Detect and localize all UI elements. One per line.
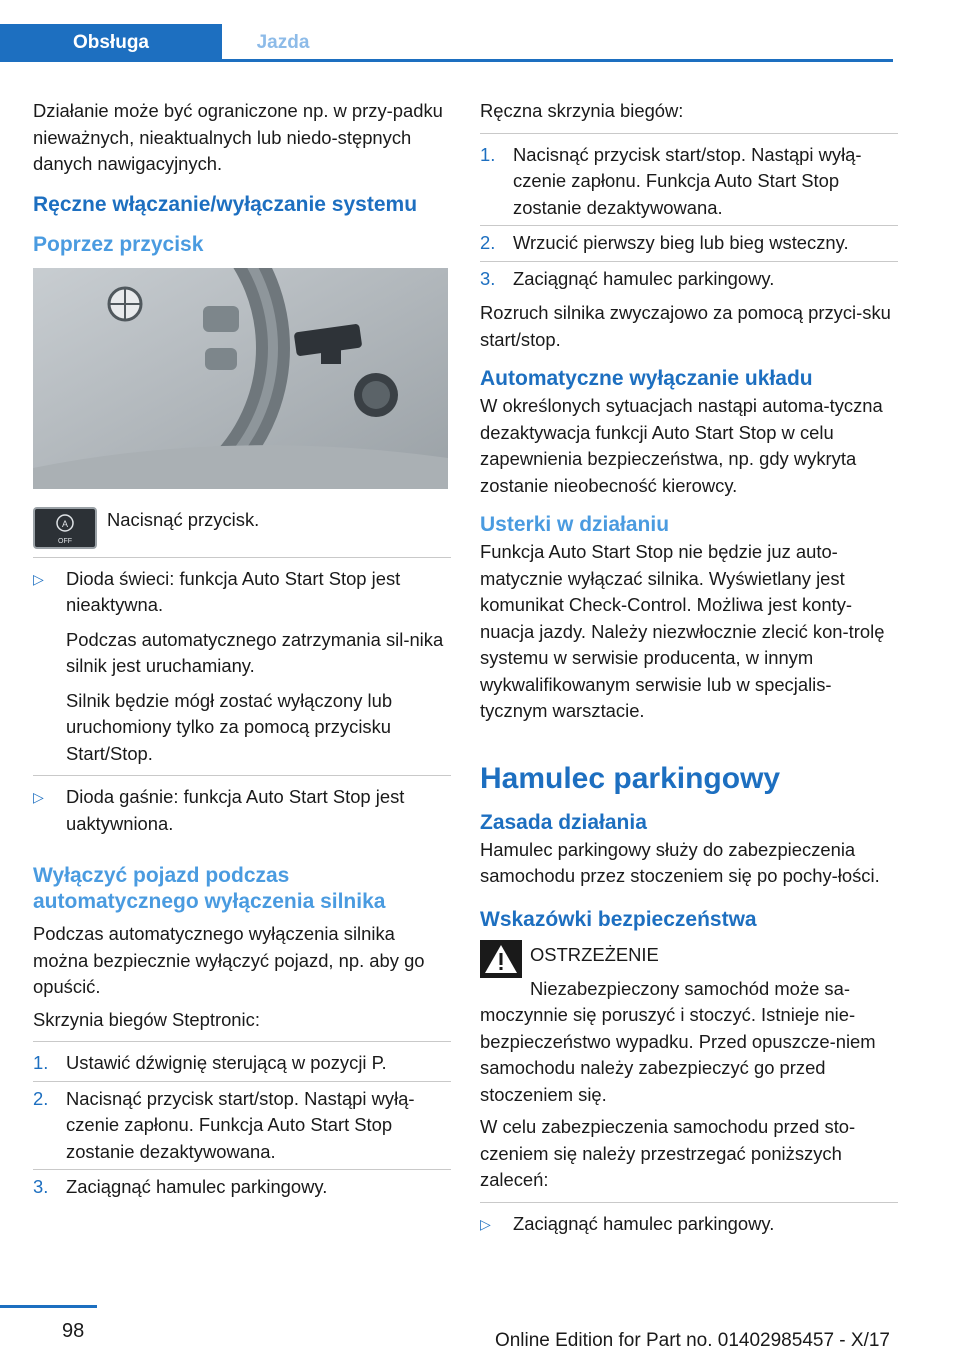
- intro-paragraph: Działanie może być ograniczone np. w przy-padku nieważnych, nieaktualnych lub niedo-stępnych danych nawigacyjnych.: [33, 100, 443, 174]
- bullet-text: Dioda świeci: funkcja Auto Start Stop jest nieaktywna.: [66, 567, 401, 615]
- bullet-text: Dioda gaśnie: funkcja Auto Start Stop jest uaktywniona.: [66, 786, 405, 834]
- step-text: Zaciągnąć hamulec parkingowy.: [513, 267, 775, 289]
- edition-note: Online Edition for Part no. 01402985457 - X/17: [494, 1330, 890, 1351]
- step-number: 3.: [33, 1176, 49, 1197]
- paragraph: W celu zabezpieczenia samochodu przed sto-czeniem się należy przestrzegać poniższych zaleceń:: [480, 1116, 856, 1190]
- warning-title: OSTRZEŻENIE: [530, 943, 659, 965]
- heading-principle: Zasada działania: [480, 810, 647, 834]
- paragraph: W określonych sytuacjach nastąpi automa-tyczna dezaktywacja funkcji Auto Start Stop w celu zapewnienia bezpieczeństwa, np. gdy wykryta zostanie nieobecność kierowcy.: [480, 395, 883, 496]
- heading-manual-toggle: Ręczne włączanie/wyłączanie systemu: [33, 192, 418, 216]
- list-item: [33, 784, 451, 845]
- divider: [33, 1041, 451, 1042]
- bullet-text: Podczas automatycznego zatrzymania sil-nika silnik jest uruchamiany.: [66, 628, 444, 676]
- triangle-bullet-icon: ▷: [33, 789, 44, 805]
- divider: [33, 557, 451, 558]
- tab-underline: [0, 59, 893, 62]
- left-column: [33, 98, 451, 1209]
- tab-jazda[interactable]: Jazda: [256, 32, 310, 53]
- steptronic-steps: [33, 1050, 451, 1205]
- list-item: [480, 1211, 898, 1246]
- paragraph: Rozruch silnika zwyczajowo za pomocą przyci-sku start/stop.: [480, 302, 891, 350]
- list-item: [33, 566, 451, 777]
- paragraph: Ręczna skrzynia biegów:: [480, 100, 684, 121]
- steering-wheel-photo: [33, 268, 448, 489]
- warning-triangle-icon: [480, 940, 522, 978]
- svg-text:OFF: OFF: [58, 537, 72, 545]
- heading-faults: Usterki w działaniu: [480, 513, 670, 536]
- paragraph: Podczas automatycznego wyłączenia silnika można bezpiecznie wyłączyć pojazd, np. aby go opuścić.: [33, 923, 425, 997]
- heading-via-button: Poprzez przycisk: [33, 232, 204, 256]
- step-text: Nacisnąć przycisk start/stop. Nastąpi wyłą-czenie zapłonu. Funkcja Auto Start Stop zostanie dezaktywowana.: [66, 1087, 415, 1162]
- tab-obsluga[interactable]: Obsługa: [0, 24, 222, 62]
- button-caption: Nacisnąć przycisk.: [107, 508, 260, 530]
- chapter-title: Hamulec parkingowy: [480, 761, 781, 795]
- list-item: [480, 230, 898, 262]
- page-number: 98: [62, 1320, 85, 1342]
- paragraph: Hamulec parkingowy służy do zabezpieczenia samochodu przez stoczeniem się po pochy-łości.: [480, 838, 880, 886]
- button-caption-row: [33, 507, 451, 549]
- step-number: 2.: [33, 1087, 49, 1109]
- list-item: [480, 266, 898, 297]
- paragraph: Funkcja Auto Start Stop nie będzie juz auto-matycznie wyłączać silnika. Wyświetlany jest komunikat Check-Control. Możliwa jest konty-nuacja jazdy. Należy niezwłocznie zlecić kon-trolę systemu w serwisie producenta, w innym wykwalifikowanym serwisie lub w specjalis-tycznym warsztacie.: [480, 541, 885, 721]
- heading-switch-off-vehicle: Wyłączyć pojazd podczas automatycznego wyłączenia silnika: [33, 864, 386, 913]
- triangle-bullet-icon: ▷: [33, 570, 44, 587]
- step-text: Nacisnąć przycisk start/stop. Nastąpi wyłą-czenie zapłonu. Funkcja Auto Start Stop zostanie dezaktywowana.: [513, 143, 862, 218]
- auto-start-stop-off-button-icon: [33, 507, 97, 549]
- heading-auto-disable: Automatyczne wyłączanie układu: [480, 367, 813, 390]
- divider: [480, 133, 898, 134]
- step-text: Zaciągnąć hamulec parkingowy.: [66, 1176, 328, 1197]
- step-number: 1.: [480, 143, 496, 165]
- parking-bullet-list: [480, 1211, 898, 1246]
- warning-block: [480, 936, 898, 978]
- divider: [480, 1202, 898, 1203]
- step-text: Wrzucić pierwszy bieg lub bieg wsteczny.: [513, 232, 849, 253]
- heading-safety: Wskazówki bezpieczeństwa: [480, 907, 757, 931]
- manual-gearbox-steps: [480, 142, 898, 297]
- right-column: [480, 98, 898, 1253]
- bullet-text: Silnik będzie mógł zostać wyłączony lub uruchomiony tylko za pomocą przycisku Start/Stop.: [66, 689, 393, 764]
- warning-text: Niezabezpieczony samochód może sa-moczynnie się poruszyć i stoczyć. Istnieje nie-bezpieczeństwo wypadku. Przed opuszcze-niem samochodu należy zabezpieczyć go przed stoczeniem się.: [480, 977, 876, 1105]
- footer-line: [0, 1305, 97, 1308]
- list-item: [33, 1050, 451, 1082]
- step-number: 1.: [33, 1052, 49, 1073]
- list-item: [33, 1086, 451, 1171]
- chapter-tabs: [0, 24, 893, 62]
- paragraph: Skrzynia biegów Steptronic:: [33, 1008, 260, 1030]
- svg-text:A: A: [61, 518, 69, 529]
- step-number: 2.: [480, 232, 496, 253]
- triangle-bullet-icon: ▷: [480, 1215, 491, 1232]
- step-text: Ustawić dźwignię sterującą w pozycji P.: [66, 1052, 387, 1073]
- step-number: 3.: [480, 267, 496, 289]
- led-bullet-list: [33, 566, 451, 846]
- bullet-text: Zaciągnąć hamulec parkingowy.: [513, 1212, 775, 1234]
- list-item: [33, 1174, 451, 1205]
- list-item: [480, 142, 898, 227]
